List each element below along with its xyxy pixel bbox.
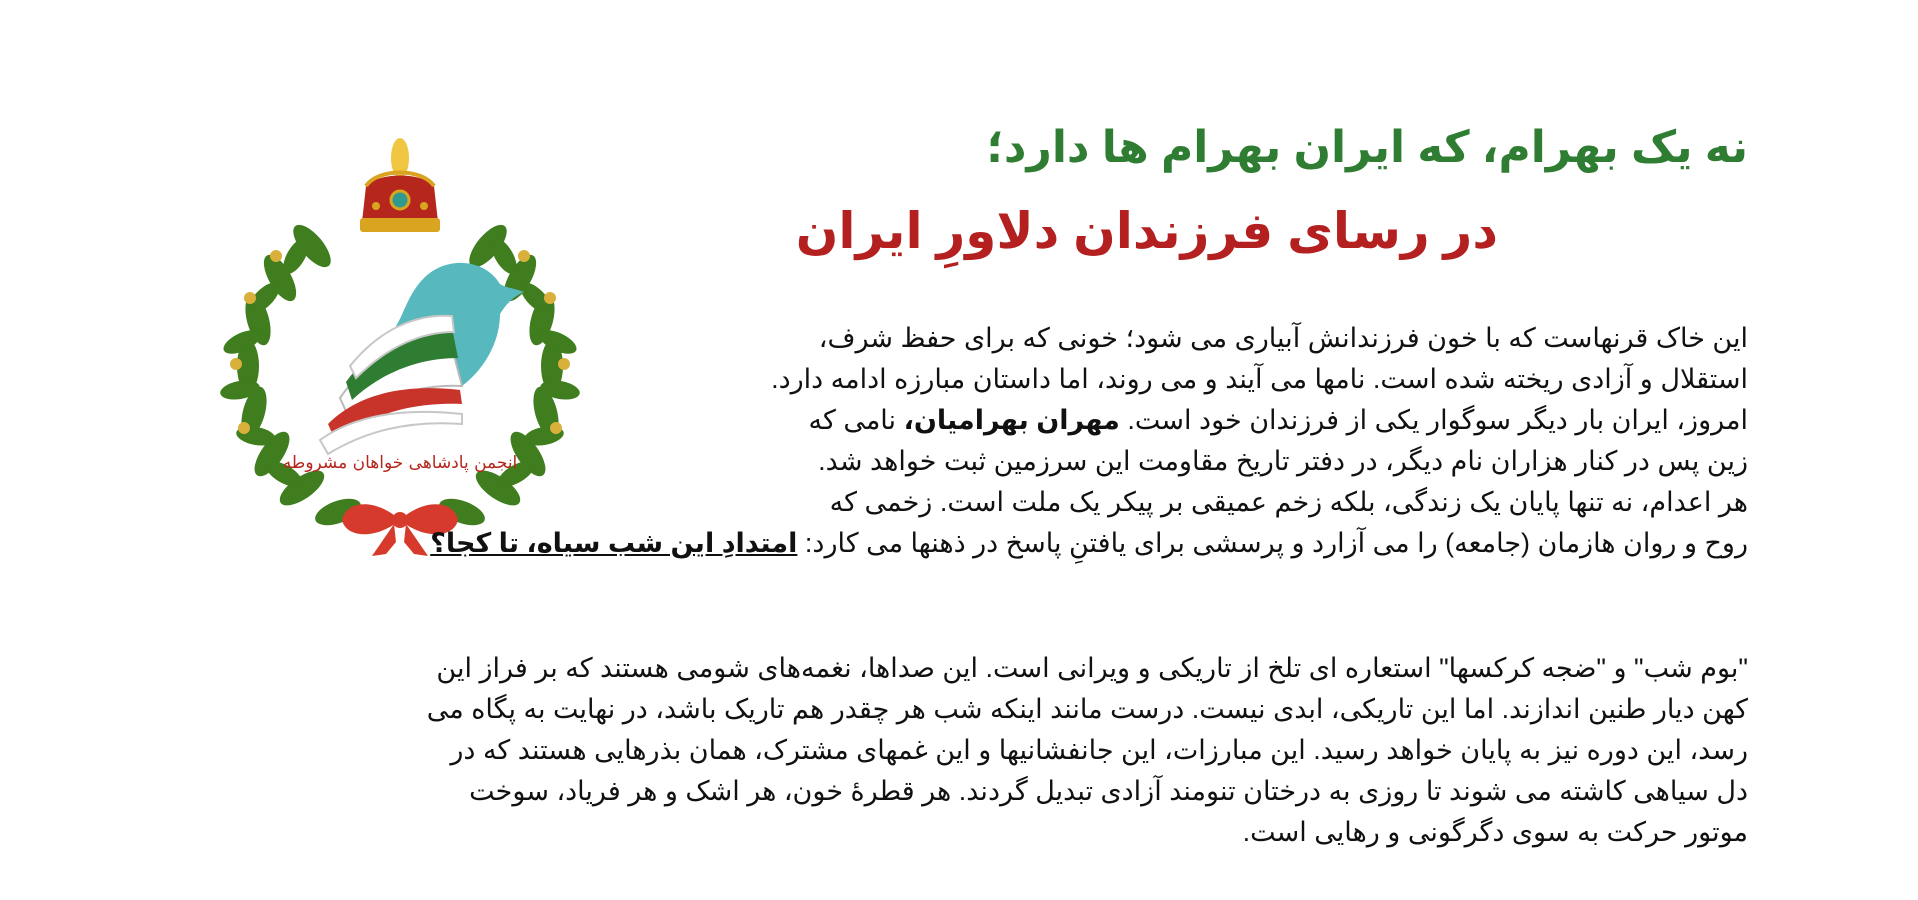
paragraph-2-line: "بوم شب" و "ضجه کرکسها" استعاره ای تلخ از تاریکی و ویرانی است. این صداها، نغمه‌های شومی هستند که بر فراز این [436,653,1748,683]
paragraph-2-line: رسد، این دوره نیز به پایان خواهد رسید. این مبارزات، این جانفشانیها و این غمهای مشترک، همان بذرهایی هستند که در [450,735,1748,765]
paragraph-1-line: هر اعدام، نه تنها پایان یک زندگی، بلکه زخم عمیقی بر پیکر یک ملت است. زخمی که [829,487,1748,517]
paragraph-2-line: کهن دیار طنین اندازند. اما این تاریکی، ابدی نیست. درست مانند اینکه شب هر چقدر هم تاریک باشد، در نهایت به پگاه می [426,694,1748,724]
heading-green: نه یک بهرام، که ایران بهرام ها دارد؛ [986,123,1748,172]
paragraph-2-line: دل سیاهی کاشته می شوند تا روزی به درختان تنومند آزادی تبدیل گردند. هر قطرهٔ خون، هر اشک و هر فریاد، سوخت [469,776,1748,806]
paragraph-2-line: موتور حرکت به سوی دگرگونی و رهایی است. [1242,817,1748,847]
paragraph-1-text: نامی که [808,405,897,435]
paragraph-1-line: زین پس در کنار هزاران نام دیگر، در دفتر تاریخ مقاومت این سرزمین ثبت خواهد شد. [818,446,1748,476]
heading-red: در رسای فرزندان دلاورِ ایران [795,203,1498,259]
paragraph-1-line: این خاک قرنهاست که با خون فرزندانش آبیاری می شود؛ خونی که برای حفظ شرف، [818,323,1748,353]
paragraph-1-text: امروز، ایران بار دیگر سوگوار یکی از فرزندان خود است. [1127,405,1748,435]
royalist-society-emblem-icon [200,128,600,558]
paragraph-2 [178,648,1748,853]
paragraph-1-line [608,400,1748,441]
highlighted-name: مهران بهرامیان، [903,405,1120,435]
paragraph-1-line [430,523,1748,564]
paragraph-1-line: استقلال و آزادی ریخته شده است. نامها می آیند و می روند، اما داستان مبارزه ادامه دارد. [771,364,1748,394]
paragraph-1-text: روح و روان هازمان (جامعه) را می آزارد و پرسشی برای یافتنِ پاسخ در ذهنها می کارد: [804,528,1748,558]
highlighted-question: امتدادِ این شب سیاه، تا کجا؟ [430,528,798,558]
paragraph-1 [430,318,1748,564]
emblem-text: انجمن پادشاهی خواهان مشروطه [282,453,518,473]
